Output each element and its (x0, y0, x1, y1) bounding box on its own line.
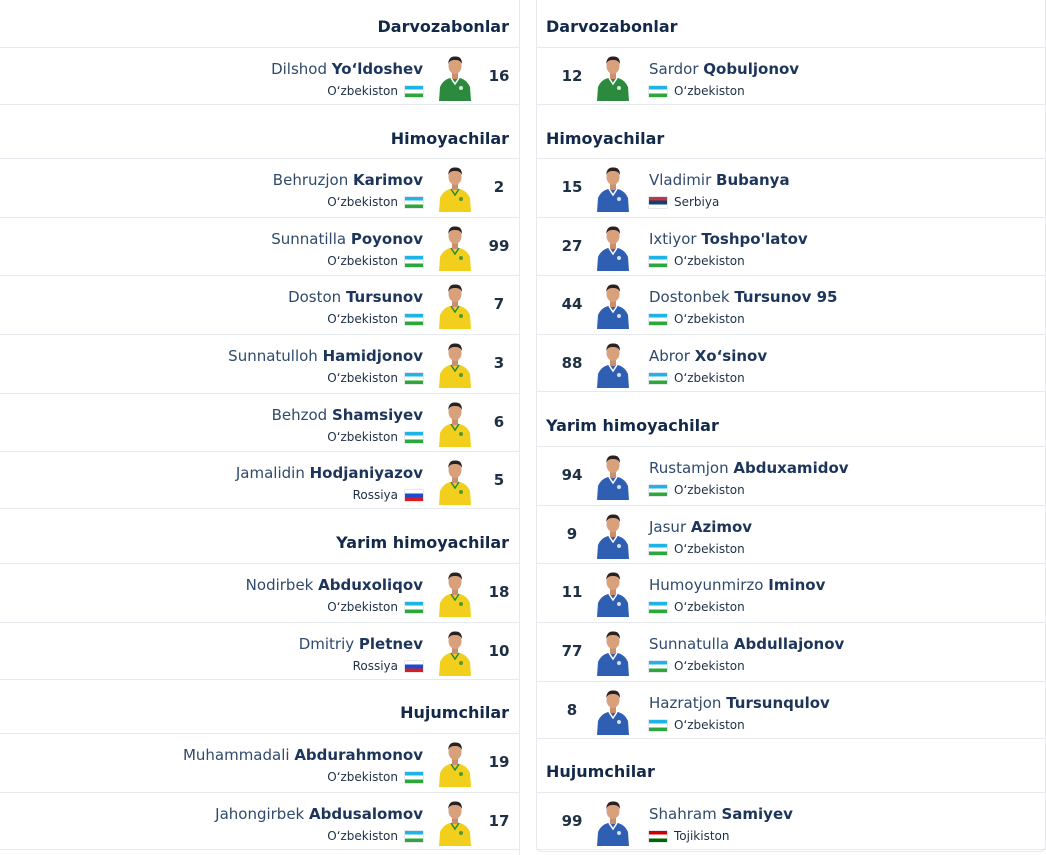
player-photo[interactable] (595, 223, 631, 271)
player-country (649, 542, 745, 556)
row-divider (536, 334, 1046, 335)
player-photo[interactable] (437, 53, 473, 101)
player-first-name: Sardor (649, 60, 704, 78)
country-name: Serbiya (674, 195, 720, 209)
player-last-name: Qobuljonov (703, 60, 800, 78)
player-country (327, 195, 423, 209)
player-name[interactable] (649, 635, 844, 653)
shirt-number: 3 (493, 354, 505, 372)
player-name[interactable] (649, 60, 799, 78)
section-title: Darvozabonlar (546, 17, 678, 36)
player-country (649, 829, 730, 843)
player-country (353, 488, 423, 502)
player-country (327, 430, 423, 444)
player-first-name: Sunnatulla (649, 635, 734, 653)
country-name: O‘zbekiston (674, 254, 745, 268)
row-divider (536, 792, 1046, 793)
player-row[interactable] (0, 393, 519, 451)
player-photo[interactable] (595, 569, 631, 617)
shirt-number: 77 (561, 642, 583, 660)
shirt-number: 15 (561, 178, 583, 196)
country-name: O‘zbekiston (674, 600, 745, 614)
player-first-name: Rustamjon (649, 459, 734, 477)
shirt-number: 5 (493, 471, 505, 489)
player-first-name: Hazratjon (649, 694, 727, 712)
country-flag-icon (405, 772, 423, 783)
row-divider (536, 104, 1046, 105)
country-flag-icon (649, 720, 667, 731)
player-last-name: Abduxamidov (733, 459, 849, 477)
player-photo[interactable] (437, 164, 473, 212)
row-divider (536, 563, 1046, 564)
player-last-name: Xo‘sinov (694, 347, 768, 365)
country-flag-icon (405, 256, 423, 267)
section-title: Himoyachilar (390, 129, 509, 148)
player-country (649, 195, 719, 209)
row-divider (536, 622, 1046, 623)
player-name[interactable] (649, 459, 849, 477)
shirt-number: 44 (561, 295, 583, 313)
row-divider (536, 391, 1046, 392)
row-divider (0, 393, 519, 394)
row-divider (0, 679, 519, 680)
player-country (327, 600, 423, 614)
player-row[interactable] (536, 681, 1046, 739)
player-photo[interactable] (595, 340, 631, 388)
player-country (649, 312, 745, 326)
player-photo[interactable] (437, 223, 473, 271)
player-name[interactable] (649, 347, 767, 365)
row-divider (536, 681, 1046, 682)
player-first-name: Abror (649, 347, 695, 365)
country-flag-icon (649, 314, 667, 325)
player-first-name: Jasur (649, 518, 691, 536)
country-flag-icon (649, 661, 667, 672)
row-divider (0, 451, 519, 452)
player-country (327, 84, 423, 98)
player-first-name: Sunnatulloh (228, 347, 323, 365)
player-name[interactable] (246, 576, 423, 594)
player-last-name: Abduxoliqov (318, 576, 423, 594)
shirt-number: 27 (561, 237, 583, 255)
player-name[interactable] (649, 518, 752, 536)
player-photo[interactable] (595, 798, 631, 846)
player-row[interactable] (536, 792, 1046, 850)
player-row[interactable] (536, 563, 1046, 621)
country-name: O‘zbekiston (327, 829, 398, 843)
player-name[interactable] (273, 171, 423, 189)
row-divider (0, 275, 519, 276)
country-name: Tojikiston (674, 829, 730, 843)
player-photo[interactable] (595, 628, 631, 676)
player-country (649, 600, 745, 614)
shirt-number: 99 (561, 812, 583, 830)
shirt-number: 2 (493, 178, 505, 196)
player-name[interactable] (236, 464, 423, 482)
country-name: O‘zbekiston (327, 254, 398, 268)
country-flag-icon (649, 373, 667, 384)
player-first-name: Behzod (271, 406, 332, 424)
shirt-number: 12 (561, 67, 583, 85)
player-first-name: Behruzjon (272, 171, 353, 189)
player-last-name: Karimov (353, 171, 423, 189)
player-last-name: Azimov (690, 518, 753, 536)
row-divider (0, 217, 519, 218)
player-first-name: Dilshod (271, 60, 332, 78)
country-name: O‘zbekiston (327, 84, 398, 98)
player-row[interactable] (536, 505, 1046, 563)
shirt-number: 6 (493, 413, 505, 431)
player-photo[interactable] (437, 569, 473, 617)
player-photo[interactable] (437, 739, 473, 787)
country-flag-icon (405, 314, 423, 325)
shirt-number: 99 (488, 237, 510, 255)
country-name: O‘zbekiston (327, 430, 398, 444)
country-name: O‘zbekiston (327, 770, 398, 784)
country-flag-icon (649, 256, 667, 267)
player-country (353, 659, 423, 673)
player-first-name: Sunnatilla (271, 230, 351, 248)
player-last-name: Pletnev (358, 635, 423, 653)
row-divider (0, 733, 519, 734)
shirt-number: 9 (566, 525, 578, 543)
player-name[interactable] (183, 746, 423, 764)
country-flag-icon (405, 197, 423, 208)
player-row[interactable] (0, 47, 519, 105)
shirt-number: 18 (488, 583, 510, 601)
player-first-name: Nodirbek (245, 576, 319, 594)
country-name: O‘zbekiston (327, 312, 398, 326)
row-divider (0, 792, 519, 793)
column-divider (519, 0, 520, 855)
player-row[interactable] (536, 446, 1046, 504)
player-first-name: Ixtiyor (649, 230, 702, 248)
player-photo[interactable] (437, 457, 473, 505)
player-last-name: Abdurahmonov (294, 746, 423, 764)
player-last-name: Abdusalomov (309, 805, 423, 823)
country-name: O‘zbekiston (674, 483, 745, 497)
player-last-name: Bubanya (716, 171, 790, 189)
player-last-name: Poyonov (350, 230, 423, 248)
player-photo[interactable] (437, 399, 473, 447)
country-flag-icon (649, 86, 667, 97)
player-row[interactable] (0, 622, 519, 680)
player-first-name: Shahram (649, 805, 722, 823)
country-flag-icon (405, 86, 423, 97)
country-flag-icon (405, 831, 423, 842)
player-first-name: Muhammadali (182, 746, 295, 764)
player-country (327, 770, 423, 784)
player-photo[interactable] (595, 53, 631, 101)
section-title: Himoyachilar (546, 129, 665, 148)
player-name[interactable] (271, 60, 423, 78)
country-flag-icon (649, 197, 667, 208)
country-flag-icon (649, 485, 667, 496)
player-photo[interactable] (595, 511, 631, 559)
row-divider (0, 622, 519, 623)
player-photo[interactable] (437, 798, 473, 846)
player-photo[interactable] (437, 628, 473, 676)
shirt-number: 11 (561, 583, 583, 601)
row-divider (536, 446, 1046, 447)
row-divider (536, 505, 1046, 506)
player-first-name: Doston (288, 288, 346, 306)
player-name[interactable] (272, 406, 423, 424)
country-name: O‘zbekiston (327, 195, 398, 209)
player-first-name: Dostonbek (649, 288, 735, 306)
player-last-name: Tursunov (345, 288, 423, 306)
country-flag-icon (405, 661, 423, 672)
player-photo[interactable] (437, 281, 473, 329)
player-row[interactable] (0, 158, 519, 216)
shirt-number: 19 (488, 753, 510, 771)
player-row[interactable] (536, 217, 1046, 275)
player-name[interactable] (649, 694, 830, 712)
shirt-number: 17 (488, 812, 510, 830)
country-flag-icon (405, 602, 423, 613)
country-flag-icon (405, 490, 423, 501)
shirt-number: 16 (488, 67, 510, 85)
player-row[interactable] (536, 622, 1046, 680)
player-name[interactable] (288, 288, 423, 306)
player-last-name: Tursunqulov (726, 694, 830, 712)
player-first-name: Humoyunmirzo (649, 576, 769, 594)
player-row[interactable] (0, 334, 519, 392)
section-title: Darvozabonlar (377, 17, 509, 36)
country-name: O‘zbekiston (674, 542, 745, 556)
player-last-name: Hodjaniyazov (309, 464, 423, 482)
country-name: O‘zbekiston (674, 84, 745, 98)
player-name[interactable] (649, 230, 808, 248)
player-country (327, 829, 423, 843)
country-name: O‘zbekiston (674, 718, 745, 732)
row-divider (536, 738, 1046, 739)
player-name[interactable] (215, 805, 423, 823)
row-divider (0, 158, 519, 159)
player-country (649, 483, 745, 497)
player-first-name: Dmitriy (298, 635, 359, 653)
section-title: Yarim himoyachilar (336, 533, 509, 552)
country-flag-icon (405, 432, 423, 443)
row-divider (0, 334, 519, 335)
player-last-name: Yo‘ldoshev (331, 60, 423, 78)
row-divider (536, 217, 1046, 218)
country-name: O‘zbekiston (327, 600, 398, 614)
shirt-number: 8 (566, 701, 578, 719)
country-flag-icon (649, 544, 667, 555)
row-divider (0, 849, 519, 850)
player-row[interactable] (536, 158, 1046, 216)
section-title: Hujumchilar (400, 703, 509, 722)
country-name: O‘zbekiston (674, 659, 745, 673)
player-last-name: Toshpo'latov (701, 230, 808, 248)
country-name: Rossiya (352, 488, 398, 502)
country-flag-icon (405, 373, 423, 384)
player-country (649, 371, 745, 385)
player-last-name: Iminov (768, 576, 826, 594)
player-row[interactable] (0, 792, 519, 850)
player-name[interactable] (649, 805, 793, 823)
player-row[interactable] (536, 47, 1046, 105)
player-first-name: Jamalidin (235, 464, 310, 482)
player-row[interactable] (0, 217, 519, 275)
section-title: Hujumchilar (546, 762, 655, 781)
player-row[interactable] (536, 275, 1046, 333)
player-last-name: Abdullajonov (733, 635, 845, 653)
player-last-name: Tursunov 95 (734, 288, 838, 306)
player-country (649, 84, 745, 98)
player-name[interactable] (299, 635, 423, 653)
player-country (649, 254, 745, 268)
row-divider (536, 47, 1046, 48)
player-last-name: Hamidjonov (322, 347, 423, 365)
shirt-number: 7 (493, 295, 505, 313)
player-row[interactable] (0, 733, 519, 791)
country-flag-icon (649, 602, 667, 613)
country-name: O‘zbekiston (674, 371, 745, 385)
player-row[interactable] (0, 563, 519, 621)
player-name[interactable] (649, 576, 825, 594)
player-country (327, 371, 423, 385)
player-country (649, 659, 745, 673)
player-first-name: Jahongirbek (215, 805, 310, 823)
player-name[interactable] (271, 230, 423, 248)
row-divider (0, 508, 519, 509)
player-photo[interactable] (595, 281, 631, 329)
player-photo[interactable] (595, 452, 631, 500)
player-country (327, 312, 423, 326)
player-photo[interactable] (437, 340, 473, 388)
row-divider (536, 158, 1046, 159)
player-name[interactable] (228, 347, 423, 365)
section-title: Yarim himoyachilar (546, 416, 719, 435)
player-name[interactable] (649, 288, 837, 306)
country-name: O‘zbekiston (327, 371, 398, 385)
player-row[interactable] (0, 451, 519, 509)
row-divider (0, 104, 519, 105)
row-divider (0, 47, 519, 48)
row-divider (536, 275, 1046, 276)
country-name: Rossiya (352, 659, 398, 673)
player-last-name: Samiyev (721, 805, 793, 823)
shirt-number: 10 (488, 642, 510, 660)
row-divider (536, 849, 1046, 850)
shirt-number: 94 (561, 466, 583, 484)
shirt-number: 88 (561, 354, 583, 372)
player-last-name: Shamsiyev (331, 406, 423, 424)
player-name[interactable] (649, 171, 790, 189)
player-country (327, 254, 423, 268)
player-first-name: Vladimir (649, 171, 717, 189)
player-row[interactable] (536, 334, 1046, 392)
row-divider (0, 563, 519, 564)
player-country (649, 718, 745, 732)
player-row[interactable] (0, 275, 519, 333)
country-name: O‘zbekiston (674, 312, 745, 326)
player-photo[interactable] (595, 164, 631, 212)
player-photo[interactable] (595, 687, 631, 735)
country-flag-icon (649, 831, 667, 842)
